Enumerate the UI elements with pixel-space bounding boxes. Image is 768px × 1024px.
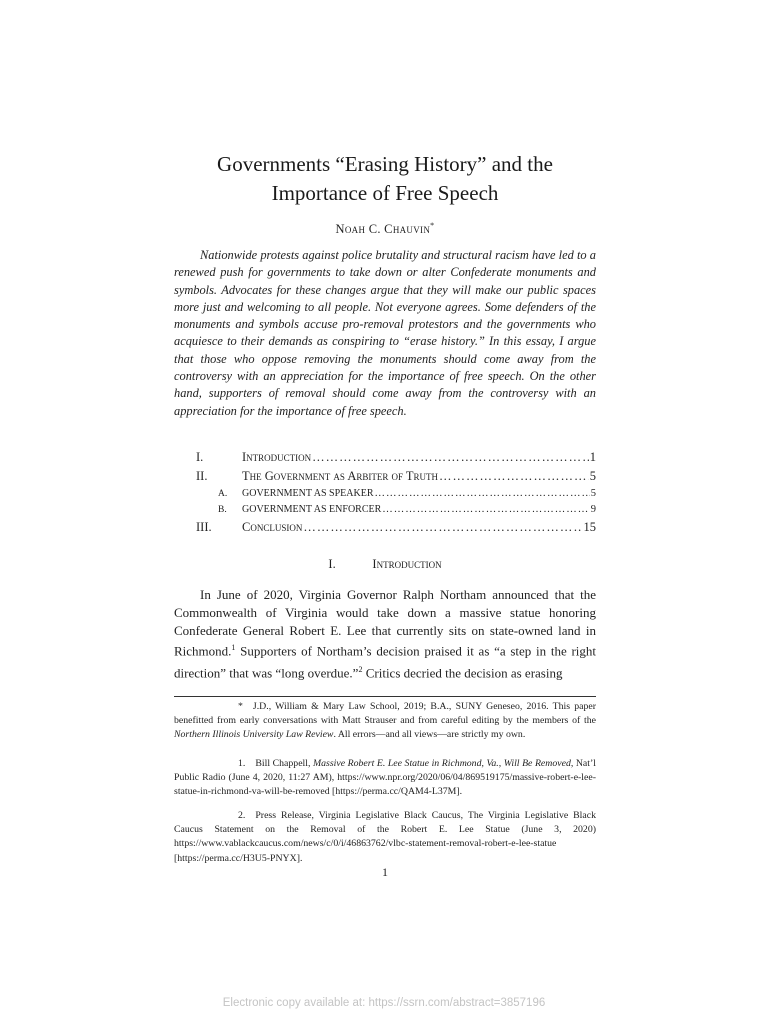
table-of-contents <box>196 448 596 537</box>
toc-leader <box>382 502 589 517</box>
abstract: Nationwide protests against police brutality and structural racism have led to a renewed push for governments to take down or alter Confederate monuments and symbols. Advocates for these changes argue that they will make our public spaces more just and welcoming to all people. Not everyone agrees. Some defenders of the monuments and symbols accuse pro-removal protestors and the governments who acquiesce to their demands as conspiring to “erase history.” In this essay, I argue that those who oppose removing the monuments should come away from the controversy with an appreciation for the importance of free speech. On the other hand, supporters of removal should come away from the controversy with an appreciation for the importance of free speech. <box>174 248 596 418</box>
toc-label: Conclusion <box>242 520 303 534</box>
toc-number: II. <box>196 469 208 483</box>
toc-number: I. <box>196 450 204 464</box>
footnote-text: Bill Chappell, <box>255 758 313 769</box>
body-text-part: Supporters of Northam’s decision praised it as “a step in the right direction” that was “long overdue.” <box>174 643 596 680</box>
toc-leader <box>312 448 589 467</box>
toc-page: 5 <box>590 488 596 499</box>
footnote-divider <box>174 696 596 697</box>
page-number: 1 <box>382 865 388 879</box>
toc-leader <box>439 467 589 486</box>
toc-leader <box>303 518 582 537</box>
author-line <box>174 221 596 237</box>
toc-leader <box>375 486 590 501</box>
footnote-mark: * <box>238 701 243 712</box>
section-heading <box>174 557 596 572</box>
footnote-text: , Nat’l Public Radio (June 4, 2020, 11:27 AM), https://www.npr.org/2020/06/04/869519175/massive-robert-e-lee-statue-in-richmond-va-will-be-removed [https://perma.cc/QAM4-L37M]. <box>174 758 596 798</box>
toc-label: Introduction <box>242 450 312 464</box>
body-text-part: In June of 2020, Virginia Governor Ralph Northam announced that the Commonwealth of Virginia would take down a massive statue honoring Confederate General Robert E. Lee that currently sits on state-owned land in Richmond. <box>174 587 596 659</box>
toc-subentry[interactable] <box>196 486 596 502</box>
toc-number: III. <box>196 520 212 534</box>
toc-number: A. <box>218 489 228 499</box>
toc-subentry[interactable] <box>196 502 596 518</box>
section-title: Introduction <box>372 557 442 571</box>
footnote-ref[interactable]: 2 <box>358 664 363 674</box>
title-line-1: Governments “Erasing History” and the <box>217 152 553 176</box>
toc-label: GOVERNMENT AS SPEAKER <box>242 488 374 499</box>
footnote-text: . All errors—and all views—are strictly my own. <box>333 729 526 741</box>
paper-title <box>174 150 596 208</box>
footnote <box>174 809 596 866</box>
title-line-2: Importance of Free Speech <box>271 181 499 205</box>
toc-entry[interactable] <box>196 467 596 486</box>
footnote <box>174 757 596 800</box>
footnote-ref[interactable]: 1 <box>231 643 236 653</box>
footnote-italic: Massive Robert E. Lee Statue in Richmond, Va., Will Be Removed <box>312 758 571 769</box>
toc-page: 15 <box>583 520 596 534</box>
author-name: Noah C. Chauvin <box>335 222 431 237</box>
body-text-part: Critics decried the decision as erasing <box>362 664 563 680</box>
footnote-text: Press Release, Virginia Legislative Black Caucus, The Virginia Legislative Black Caucus Statement on the Removal of the Robert E. Lee Statue (June 3, 2020) https://www.vablackcaucus.com/news/c/0/i/46863762/vlbc-statement-removal-robert-e-lee-statue [https://perma.cc/H3U5-PNYX]. <box>174 810 596 864</box>
toc-page: 5 <box>589 469 596 483</box>
footnote-mark: 2. <box>238 810 246 821</box>
footnote-italic: Northern Illinois University Law Review <box>174 729 334 741</box>
body-paragraph <box>174 586 596 682</box>
toc-entry[interactable] <box>196 518 596 537</box>
toc-number: B. <box>218 505 227 515</box>
toc-label: GOVERNMENT AS ENFORCER <box>242 504 382 515</box>
author-footnote-mark: * <box>430 221 435 230</box>
toc-entry[interactable] <box>196 448 596 467</box>
footnote-mark: 1. <box>238 758 246 769</box>
section-number: I. <box>328 557 336 571</box>
ssrn-footer-link[interactable]: Electronic copy available at: https://ssrn.com/abstract=3857196 <box>222 997 546 1009</box>
toc-page: 9 <box>590 504 596 515</box>
footnote <box>174 700 596 743</box>
toc-page: 1 <box>589 450 596 464</box>
footnote-text: J.D., William & Mary Law School, 2019; B.A., SUNY Geneseo, 2016. This paper benefitted from early conversations with Matt Strauser and from careful editing by the members of the <box>174 701 596 727</box>
toc-label: The Government as Arbiter of Truth <box>242 469 439 483</box>
